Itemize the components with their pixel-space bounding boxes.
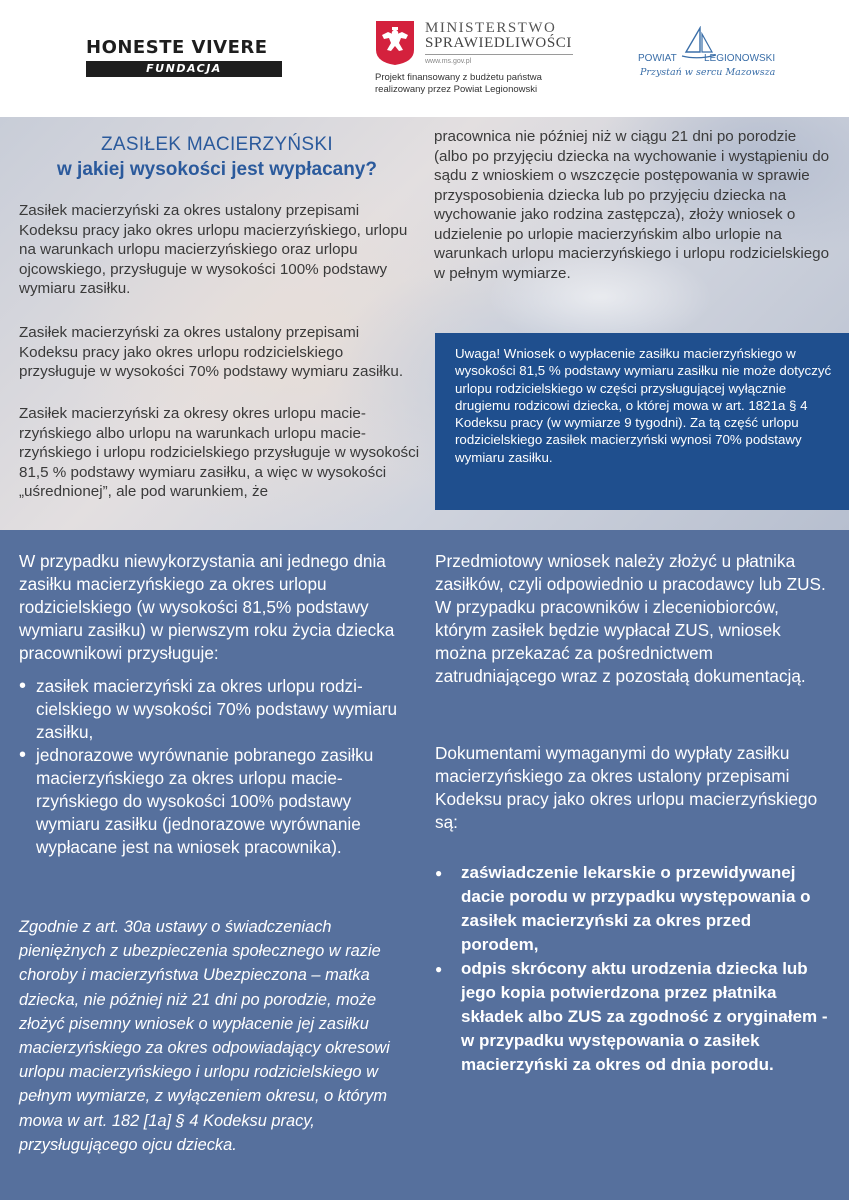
header <box>0 0 849 117</box>
polish-eagle-crest-icon <box>375 20 415 66</box>
project-line1: Projekt finansowany z budżetu państwa <box>375 72 542 83</box>
warning-text: Uwaga! Wniosek o wypłacenie zasiłku macierzyńskiego w wysokości 81,5 % podstawy wymiaru zasiłku nie może dotyczyć urlopu rodzicielskiego w części przysługującej wyłącznie drugiemu rodzicowi dziecka, o której mowa w art. 1821a § 4 Kodeksu pracy (w wymiarze 9 tygodni). Za tą część urlopu rodzicielskiego zasiłek macierzyński wynosi 70% podstawy wymiaru zasiłku. <box>455 346 832 465</box>
top-section <box>0 117 849 530</box>
powiat-slogan: Przystań w sercu Mazowsza <box>640 67 776 78</box>
ministry-name-line1: MINISTERSTWO <box>425 20 557 36</box>
documents-paragraph: Dokumentami wymaganymi do wypłaty zasiłku macierzyńskiego za okres ustalony przepisami Kodeksu pracy jako okres urlopu macierzyńskiego są: <box>435 743 818 832</box>
paragraph-100-percent: Zasiłek macierzyński za okres ustalony przepisami Kodeksu pracy jako okres urlopu macierzyńskiego, urlopu na warunkach urlopu macierzyńskiego oraz urlopu ojcowskiego, przysługuje w wysokości 100% podstawy wymiaru zasiłku. <box>19 202 408 297</box>
foundation-name: HONESTE VIVERE <box>86 37 268 58</box>
warning-box <box>435 333 849 510</box>
submission-paragraph: Przedmiotowy wniosek należy złożyć u płatnika zasiłków, czyli odpowiednio u pracodawcy lub ZUS. W przypadku pracowników i zleceniobiorców, którym zasiłek będzie wypłacał ZUS, wniosek można przekazać za pośrednictwem zatrudniającego wraz z pozostałą dokumentacją. <box>435 551 826 686</box>
ministry-divider <box>425 54 573 55</box>
paragraph-continuation: pracownica nie później niż w ciągu 21 dni po porodzie (albo po przyjęciu dziecka na wychowanie i wystąpieniu do sądu z wnioskiem o wszczęcie postępowania w sprawie przysposobienia dziecka lub po przyjęciu dziecka na wychowanie jako rodzina zastępcza), złoży wniosek o udzielenie po urlopie macierzyńskim albo urlopie na warunkach urlopu macierzyńskiego i urlopu rodzicielskiego w pełnym wymiarze. <box>434 128 830 282</box>
legionowski-word: LEGIONOWSKI <box>704 53 776 64</box>
powiat-word: POWIAT <box>638 53 677 64</box>
honeste-vivere-logo <box>86 38 282 77</box>
page-subtitle: w jakiej wysokości jest wypłacany? <box>57 159 377 180</box>
list-item: • zasiłek macierzyński za okres urlopu rodzicielskiego w wysokości 70% podstawy wymiaru zasiłku, <box>19 675 415 744</box>
project-line2: realizowany przez Powiat Legionowski <box>375 84 538 95</box>
ministry-name-line2: SPRAWIEDLIWOŚCI <box>425 35 572 51</box>
entitlements-list <box>19 675 415 859</box>
bottom-intro: W przypadku niewykorzystania ani jednego dnia zasiłku macierzyńskiego za okres urlopu rodzicielskiego (w wysokości 81,5% podstawy wymiaru zasiłku) w pierwszym roku życia dziecka pracownikowi przysługuje: <box>19 551 395 663</box>
ministry-url: www.ms.gov.pl <box>425 58 472 65</box>
foundation-sub: FUNDACJA <box>86 61 282 77</box>
documents-list <box>435 861 831 1077</box>
list-item: • jednorazowe wyrównanie pobranego zasiłku macierzyńskiego za okres urlopu macierzyńskiego do wysokości 100% podstawy wymiaru zasiłku (jednorazowe wyrównanie wypłacane jest na wniosek pracownika). <box>19 744 415 859</box>
legal-note-italic: Zgodnie z art. 30a ustawy o świadczeniach pieniężnych z ubezpieczenia społecznego w razie choroby i macierzyństwa Ubezpieczona – matka dziecka, nie później niż 21 dni po porodzie, może złożyć pisemny wniosek o wypłacenie jej zasiłku macierzyńskiego za okres odpowiadający okresowi urlopu macierzyńskiego i urlopu rodzicielskiego w pełnym wymiarze, z wyłączeniem okresu, o którym mowa w art. 182 [1a] § 4 Kodeksu pracy, przysługującego ojcu dziecka. <box>19 918 390 1154</box>
bottom-section <box>0 530 849 1200</box>
list-item: ● odpis skrócony aktu urodzenia dziecka lub jego kopia potwierdzona przez płatnika składek albo ZUS za zgodność z oryginałem - w przypadku występowania o zasiłek macierzyński za okres od dnia porodu. <box>435 957 831 1077</box>
powiat-legionowski-logo <box>636 26 796 86</box>
list-item: ● zaświadczenie lekarskie o przewidywanej dacie porodu w przypadku występowania o zasiłek macierzyński za okres przed porodem, <box>435 861 831 957</box>
paragraph-81-percent: Zasiłek macierzyński za okresy okres urlopu macierzyńskiego albo urlopu na warunkach urlopu macierzyńskiego i urlopu rodzicielskiego przysługuje w wysokości 81,5 % podstawy wymiaru zasiłku, a więc w wysokości „uśrednionej”, ale pod warunkiem, że <box>19 405 420 500</box>
project-note <box>375 72 595 96</box>
page-title: ZASIŁEK MACIERZYŃSKI <box>101 134 333 155</box>
paragraph-70-percent: Zasiłek macierzyński za okres ustalony przepisami Kodeksu pracy jako okres urlopu rodzicielskiego przysługuje w wysokości 70% podstawy wymiaru zasiłku. <box>19 324 404 380</box>
